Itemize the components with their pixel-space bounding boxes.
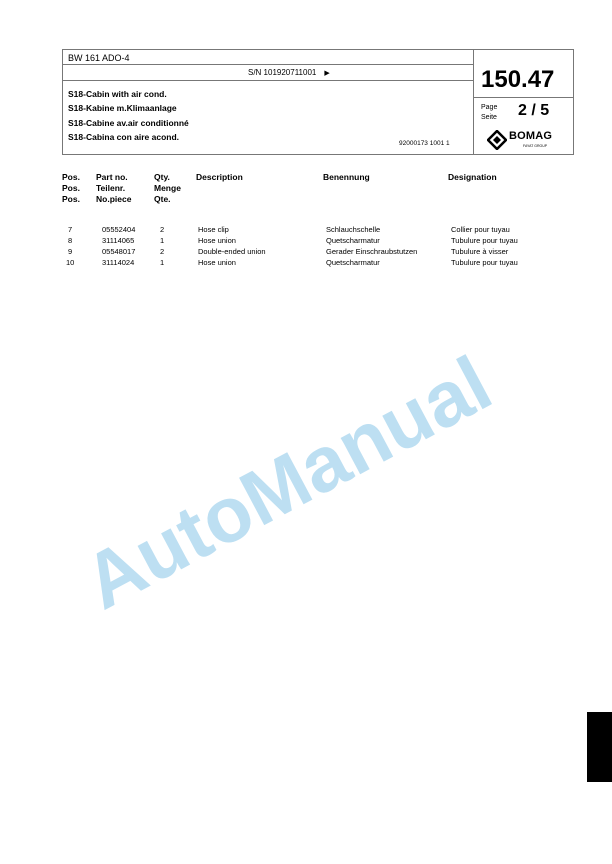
table-row — [0, 236, 612, 247]
cell-designation: Tubulure à visser — [451, 247, 509, 256]
bomag-logo — [487, 130, 571, 152]
cell-pos: 8 — [68, 236, 73, 245]
page-label-de: Seite — [481, 114, 497, 121]
cell-pos: 7 — [68, 225, 73, 234]
cell-pos: 9 — [68, 247, 73, 256]
document-reference: 92000173 1001 1 — [399, 140, 450, 147]
page-label-en: Page — [481, 104, 498, 111]
cell-qty: 2 — [160, 247, 165, 256]
cell-designation: Tubulure pour tuyau — [451, 258, 518, 267]
title-de: S18-Kabine m.Klimaanlage — [68, 103, 177, 114]
header-label: No.piece — [96, 194, 132, 204]
cell-part: 05548017 — [102, 247, 136, 256]
page-labels — [481, 103, 497, 123]
cell-benennung: Gerader Einschraubstutzen — [326, 247, 418, 256]
header-label: Qte. — [154, 194, 171, 204]
column-header-description: Description — [196, 172, 243, 182]
watermark-text: AutoManual — [69, 338, 505, 626]
header-label: Pos. — [62, 194, 80, 204]
column-header-part — [96, 172, 131, 205]
cell-qty: 1 — [160, 258, 165, 267]
column-header-benennung: Benennung — [323, 172, 370, 182]
cell-part: 05552404 — [102, 225, 136, 234]
cell-benennung: Schlauchschelle — [326, 225, 381, 234]
table-row — [0, 258, 612, 269]
header-label: Menge — [154, 183, 181, 193]
cell-benennung: Quetscharmatur — [326, 258, 380, 267]
column-header-qty — [154, 172, 181, 205]
divider — [63, 80, 474, 81]
model-name: BW 161 ADO-4 — [68, 53, 130, 63]
page-edge-tab — [587, 712, 612, 782]
bomag-logo-icon — [487, 130, 507, 150]
header-label: Pos. — [62, 172, 80, 182]
cell-description: Double-ended union — [198, 247, 266, 256]
table-row — [0, 225, 612, 236]
serial-text: S/N 101920711001 — [248, 68, 317, 77]
title-es: S18-Cabina con aire acond. — [68, 132, 180, 143]
divider — [63, 64, 474, 65]
page-number: 150.47 — [481, 66, 555, 93]
cell-part: 31114065 — [102, 236, 135, 245]
logo-subtext: FAYAT GROUP — [523, 144, 548, 148]
cell-description: Hose union — [198, 258, 236, 267]
header-label: Qty. — [154, 172, 170, 182]
header-box — [62, 49, 574, 155]
column-header-designation: Designation — [448, 172, 497, 182]
header-label: Pos. — [62, 183, 80, 193]
column-header-pos — [62, 172, 80, 205]
parts-table — [0, 225, 612, 269]
cell-designation: Collier pour tuyau — [451, 225, 510, 234]
cell-benennung: Quetscharmatur — [326, 236, 380, 245]
serial-number — [248, 68, 330, 77]
cell-qty: 2 — [160, 225, 165, 234]
divider — [473, 50, 474, 154]
cell-designation: Tubulure pour tuyau — [451, 236, 518, 245]
divider — [473, 97, 573, 98]
cell-part: 31114024 — [102, 258, 135, 267]
section-titles — [68, 87, 189, 145]
arrow-right-icon: ▶ — [324, 70, 330, 77]
title-fr: S18-Cabine av.air conditionné — [68, 117, 189, 128]
cell-description: Hose union — [198, 236, 236, 245]
cell-qty: 1 — [160, 236, 165, 245]
cell-pos: 10 — [66, 258, 75, 267]
logo-text: BOMAG — [509, 130, 553, 142]
page-count: 2 / 5 — [518, 102, 550, 119]
header-label: Teilenr. — [96, 183, 126, 193]
table-row — [0, 247, 612, 258]
header-label: Part no. — [96, 172, 128, 182]
cell-description: Hose clip — [198, 225, 229, 234]
title-en: S18-Cabin with air cond. — [68, 89, 167, 99]
